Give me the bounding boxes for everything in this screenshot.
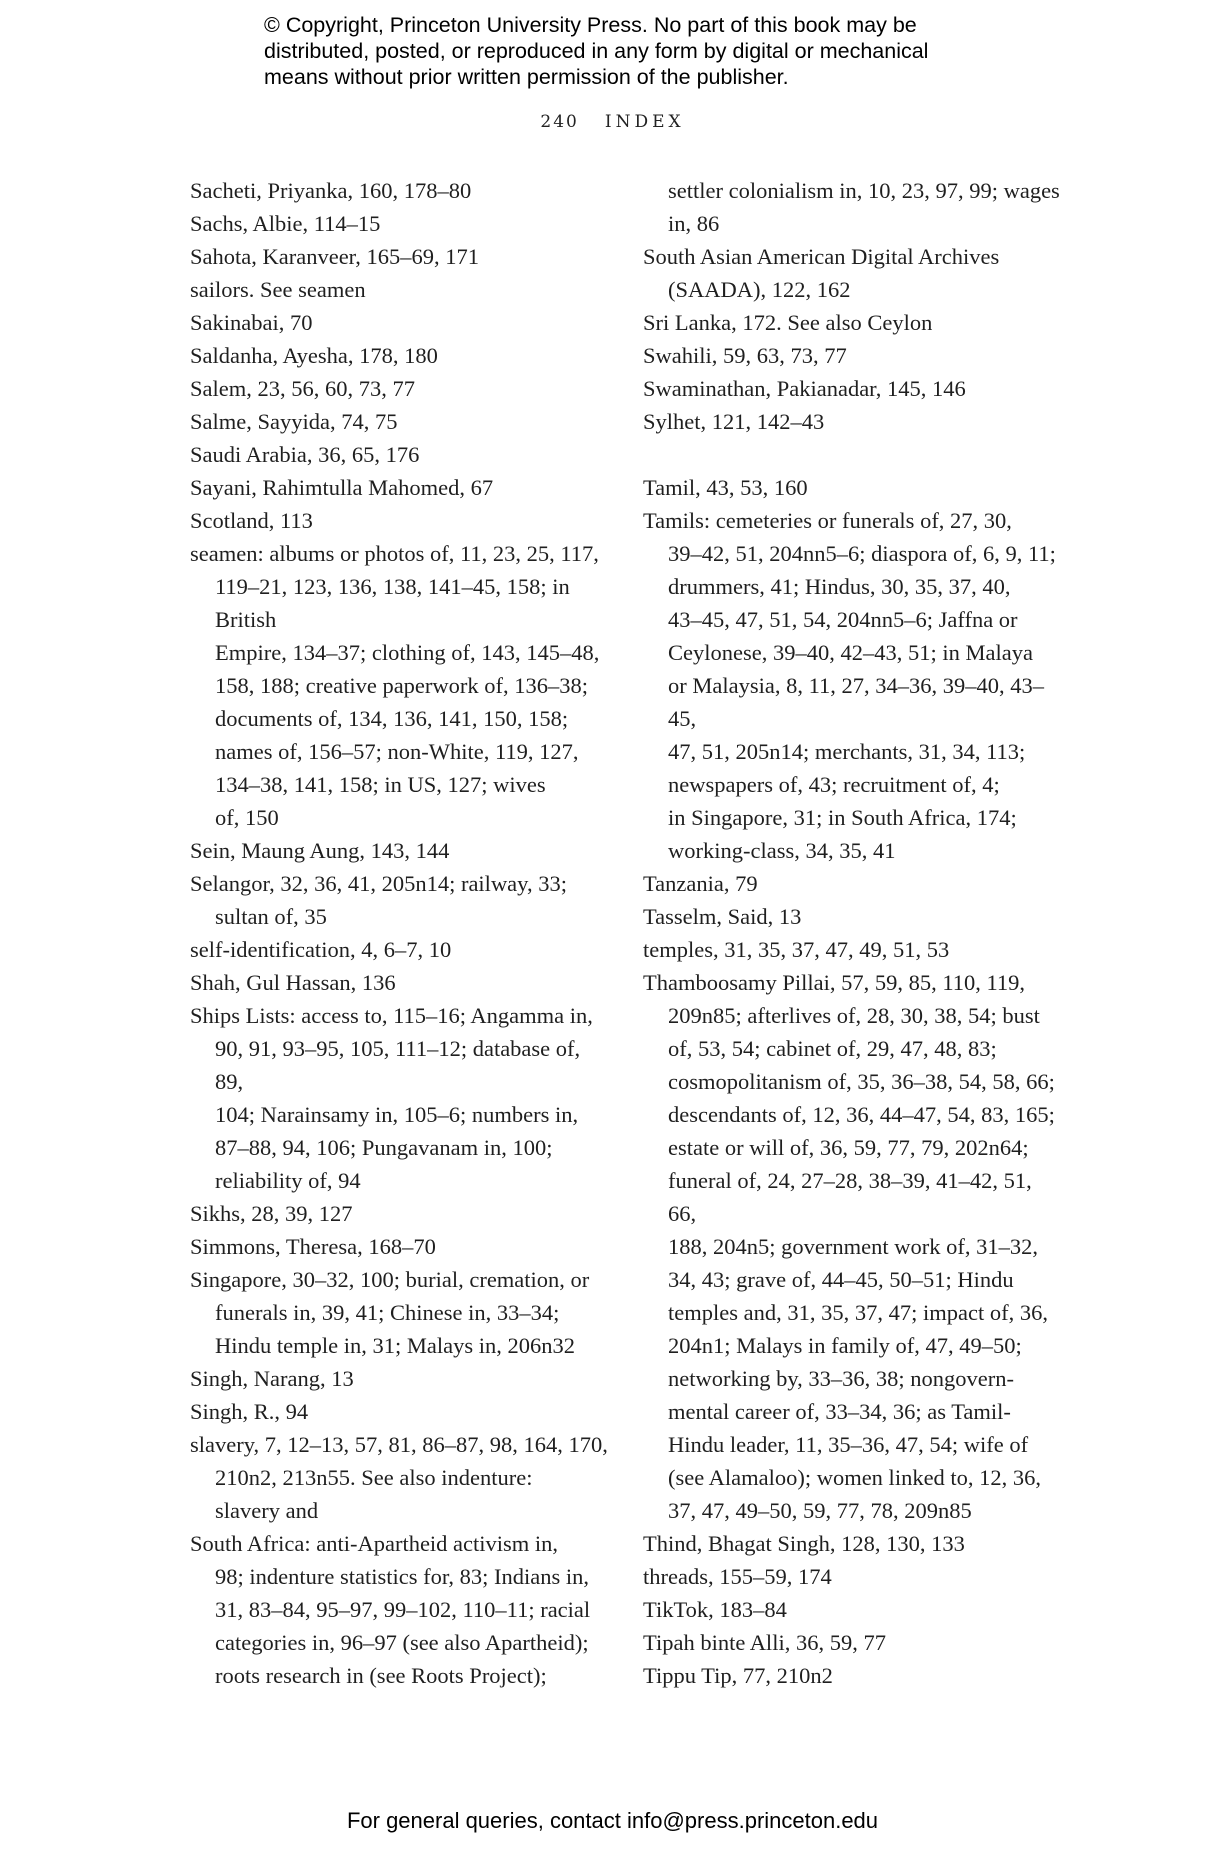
index-entry: Salem, 23, 56, 60, 73, 77 (190, 376, 415, 401)
index-entry: Sakinabai, 70 (190, 310, 313, 335)
index-entry: South Africa: anti-Apartheid activism in, 98; indenture statistics for, 83; Indians in, 31, 83–84, 95–97, 99–102, 110–11; racial categories in, 96–97 (see also Apartheid); roots research in (see Roots Project); (190, 1531, 591, 1688)
index-entry: Ships Lists: access to, 115–16; Angamma in, 90, 91, 93–95, 105, 111–12; database of, 89, 104; Narainsamy in, 105–6; numbers in, 87–88, 94, 106; Pungavanam in, 100; reliability of, 94 (190, 1003, 593, 1193)
index-entry: Saudi Arabia, 36, 65, 176 (190, 442, 420, 467)
section-title: INDEX (604, 112, 685, 132)
index-entry: Swaminathan, Pakianadar, 145, 146 (643, 376, 966, 401)
page-number: 240 (540, 112, 579, 132)
index-entry: Thind, Bhagat Singh, 128, 130, 133 (643, 1531, 965, 1556)
index-entry: South Asian American Digital Archives (SAADA), 122, 162 (643, 244, 1000, 302)
index-entry: Sachs, Albie, 114–15 (190, 211, 381, 236)
index-entry: TikTok, 183–84 (643, 1597, 787, 1622)
index-entry: Tasselm, Said, 13 (643, 904, 802, 929)
index-entry: Saldanha, Ayesha, 178, 180 (190, 343, 438, 368)
index-entry: Tanzania, 79 (643, 871, 758, 896)
index-entry: Selangor, 32, 36, 41, 205n14; railway, 33; sultan of, 35 (190, 871, 567, 929)
index-entry: Sikhs, 28, 39, 127 (190, 1201, 353, 1226)
index-entry: Salme, Sayyida, 74, 75 (190, 409, 398, 434)
index-entry: Tippu Tip, 77, 210n2 (643, 1663, 833, 1688)
index-entry: Singh, R., 94 (190, 1399, 309, 1424)
index-entry: Sylhet, 121, 142–43 (643, 409, 825, 434)
letter-group-gap (643, 438, 1063, 471)
copyright-notice: © Copyright, Princeton University Press. No part of this book may be distributed, posted, or reproduced in any form by digital or mechanical means without prior written permission of the publisher. (264, 13, 929, 89)
index-entry: Tipah binte Alli, 36, 59, 77 (643, 1630, 886, 1655)
index-entry: Shah, Gul Hassan, 136 (190, 970, 396, 995)
index-entry: Thamboosamy Pillai, 57, 59, 85, 110, 119, 209n85; afterlives of, 28, 30, 38, 54; bust of, 53, 54; cabinet of, 29, 47, 48, 83; cosmopolitanism of, 35, 36–38, 54, 58, 66; descendants of, 12, 36, 44–47, 54, 83, 165; estate or will of, 36, 59, 77, 79, 202n64; funeral of, 24, 27–28, 38–39, 41–42, 51, 66, 188, 204n5; government work of, 31–32, 34, 43; grave of, 44–45, 50–51; Hindu temples and, 31, 35, 37, 47; impact of, 36, 204n1; Malays in family of, 47, 49–50; networking by, 33–36, 38; nongovern- mental career of, 33–34, 36; as Tamil- Hindu leader, 11, 35–36, 47, 54; wife of (see Alamaloo); women linked to, 12, 36, 37, 47, 49–50, 59, 77, 78, 209n85 (643, 970, 1055, 1523)
index-entry: sailors. See seamen (190, 277, 366, 302)
index-column-left (190, 174, 610, 1692)
index-entry: slavery, 7, 12–13, 57, 81, 86–87, 98, 164, 170, 210n2, 213n55. See also indenture: slavery and (190, 1432, 608, 1523)
index-entry: temples, 31, 35, 37, 47, 49, 51, 53 (643, 937, 950, 962)
running-head (0, 112, 1225, 132)
index-entry: Sein, Maung Aung, 143, 144 (190, 838, 450, 863)
index-entry: Tamil, 43, 53, 160 (643, 475, 808, 500)
index-entry: Sayani, Rahimtulla Mahomed, 67 (190, 475, 494, 500)
index-entry: Tamils: cemeteries or funerals of, 27, 30, 39–42, 51, 204nn5–6; diaspora of, 6, 9, 11; drummers, 41; Hindus, 30, 35, 37, 40, 43–45, 47, 51, 54, 204nn5–6; Jaffna or Ceylonese, 39–40, 42–43, 51; in Malaya or Malaysia, 8, 11, 27, 34–36, 39–40, 43–45, 47, 51, 205n14; merchants, 31, 34, 113; newspapers of, 43; recruitment of, 4; in Singapore, 31; in South Africa, 174; working-class, 34, 35, 41 (643, 508, 1056, 863)
index-entry: Simmons, Theresa, 168–70 (190, 1234, 436, 1259)
index-entry: seamen: albums or photos of, 11, 23, 25, 117, 119–21, 123, 136, 138, 141–45, 158; in British Empire, 134–37; clothing of, 143, 145–48, 158, 188; creative paperwork of, 136–38; documents of, 134, 136, 141, 150, 158; names of, 156–57; non-White, 119, 127, 134–38, 141, 158; in US, 127; wives of, 150 (190, 541, 600, 830)
index-entry: Sacheti, Priyanka, 160, 178–80 (190, 178, 472, 203)
index-entry: Swahili, 59, 63, 73, 77 (643, 343, 847, 368)
index-entry: Sahota, Karanveer, 165–69, 171 (190, 244, 480, 269)
index-entry: Sri Lanka, 172. See also Ceylon (643, 310, 933, 335)
index-entry: Singapore, 30–32, 100; burial, cremation, or funerals in, 39, 41; Chinese in, 33–34; Hindu temple in, 31; Malays in, 206n32 (190, 1267, 590, 1358)
index-entry: threads, 155–59, 174 (643, 1564, 832, 1589)
index-column-right (643, 174, 1063, 1692)
index-entry: Singh, Narang, 13 (190, 1366, 354, 1391)
index-entry: Scotland, 113 (190, 508, 313, 533)
footer-contact: For general queries, contact info@press.princeton.edu (346, 1808, 879, 1833)
index-entry: self-identification, 4, 6–7, 10 (190, 937, 452, 962)
index-entry-continuation: settler colonialism in, 10, 23, 97, 99; wages in, 86 (668, 178, 1060, 236)
